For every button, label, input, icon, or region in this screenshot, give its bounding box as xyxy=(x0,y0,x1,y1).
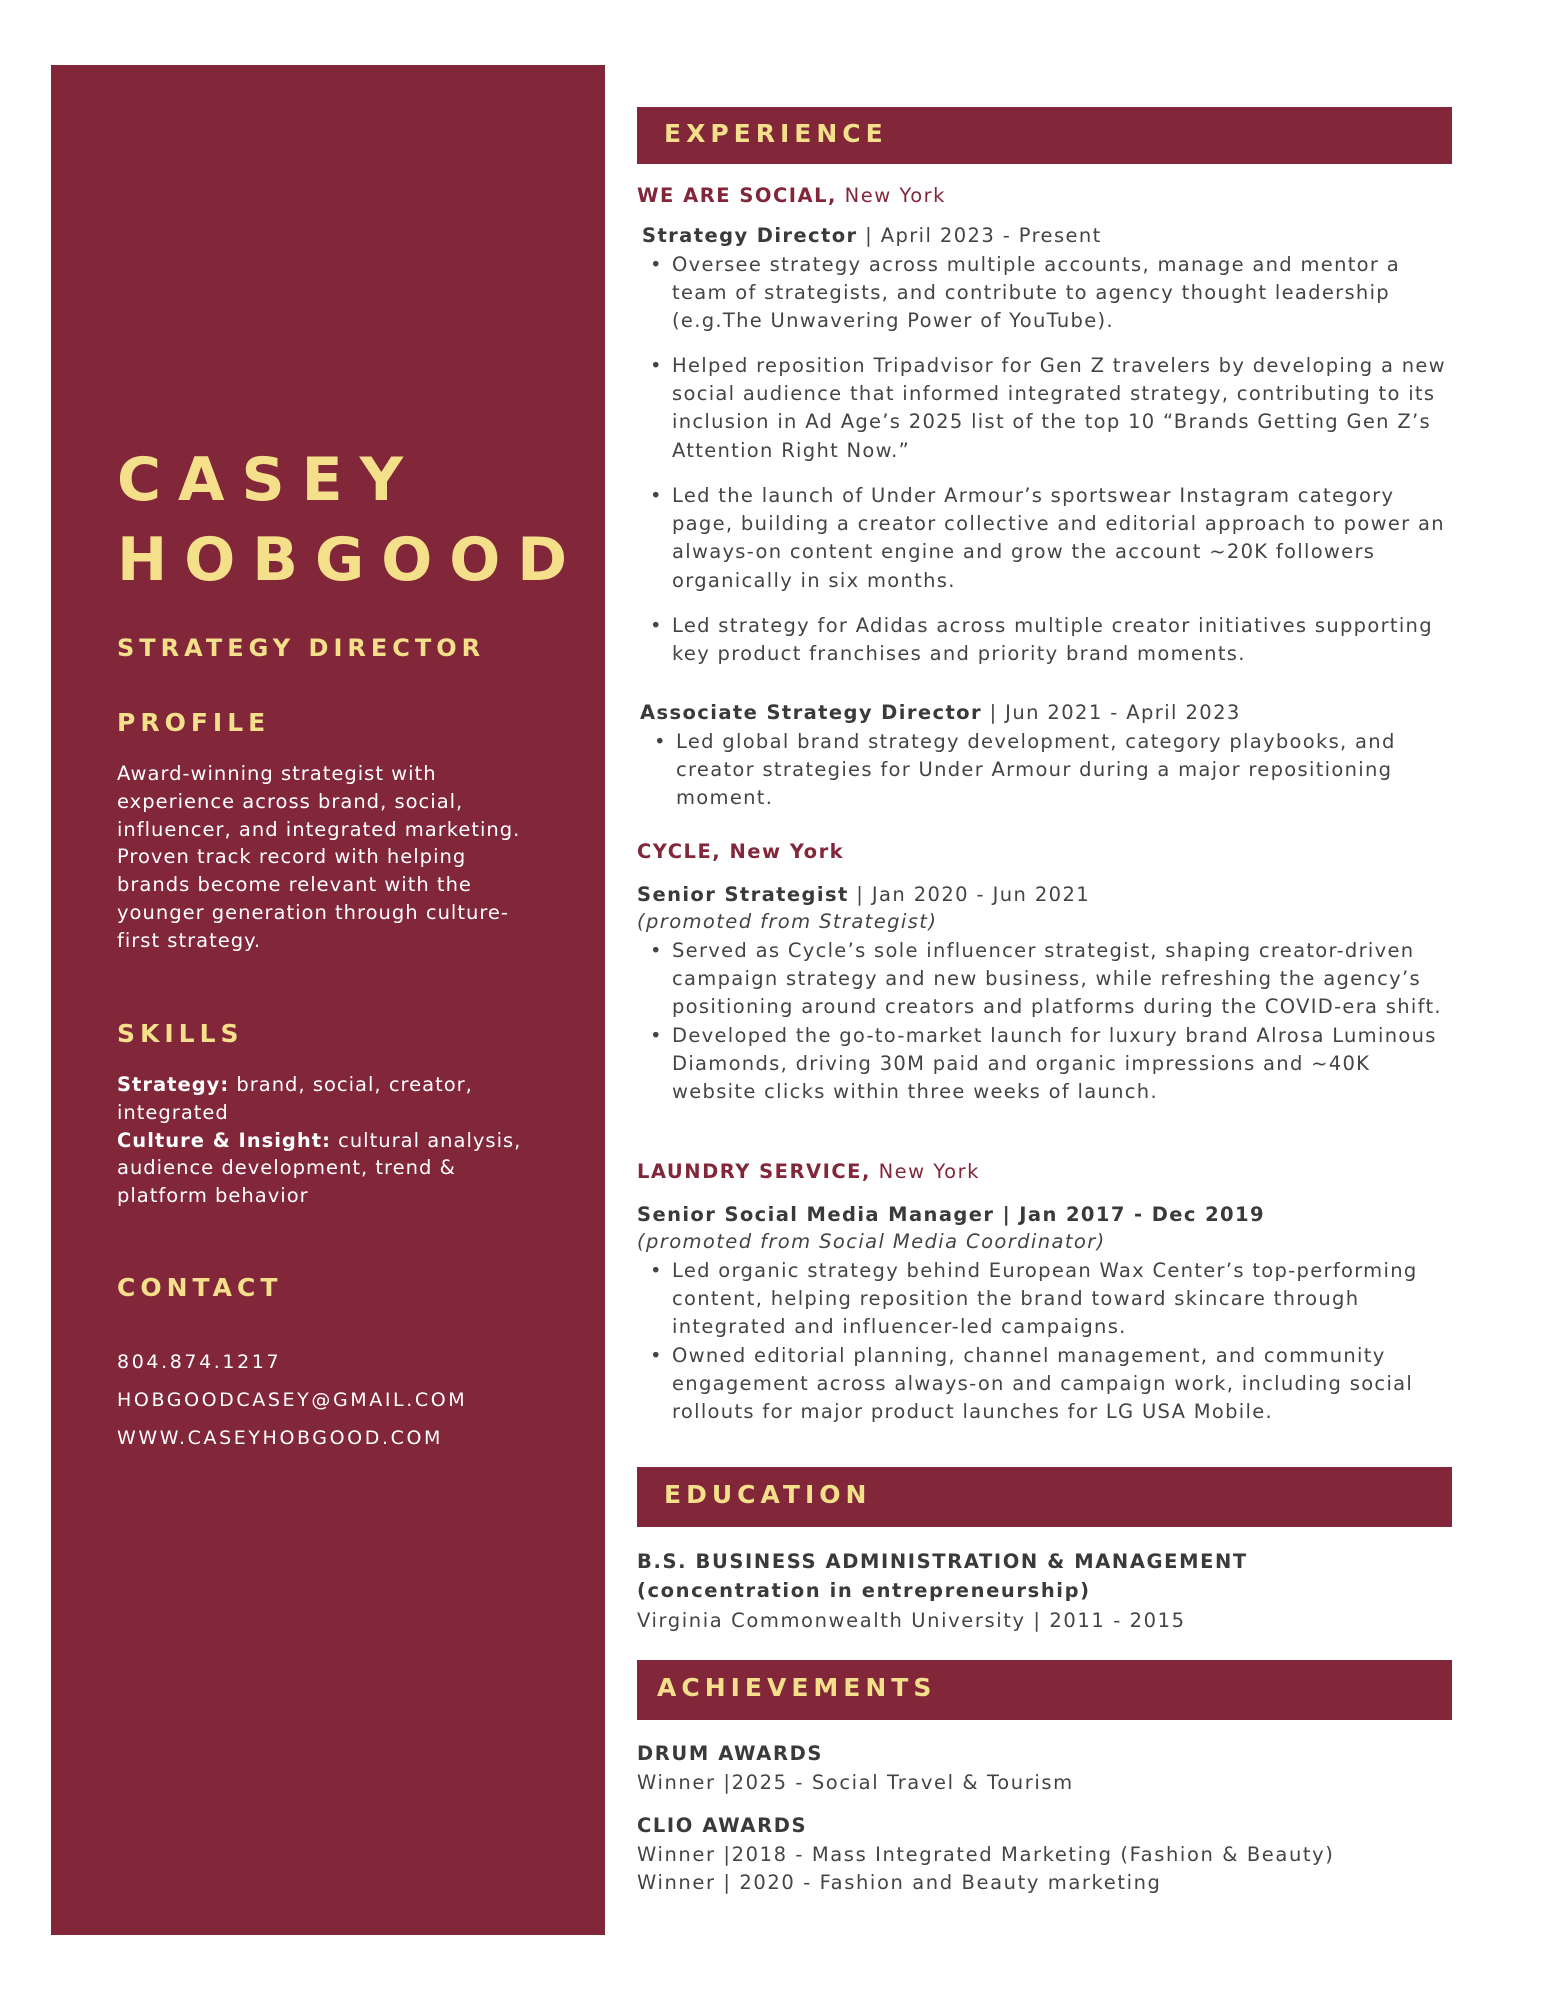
bullet-item: • Led organic strategy behind European Wax Center’s top-performing content, helping reposition the brand toward skincare through integrated and influencer-led campaigns. xyxy=(638,1257,1458,1342)
profile-text: Award-winning strategist with experience across brand, social, influencer, and integrated marketing. Proven track record with helping brands become relevant with the younger generation through culture-first strategy. xyxy=(117,762,521,952)
concentration: (concentration in entrepreneurship) xyxy=(637,1579,1091,1602)
skills-list xyxy=(117,1071,537,1210)
role-title: Strategy Director xyxy=(642,224,858,247)
role-title: Senior Strategist xyxy=(637,883,849,906)
candidate-name xyxy=(117,440,584,600)
degree: B.S. BUSINESS ADMINISTRATION & MANAGEMENT xyxy=(637,1550,1248,1573)
role-dates: | Jun 2021 - April 2023 xyxy=(982,701,1241,724)
award-name: DRUM AWARDS xyxy=(637,1742,824,1765)
job-title: STRATEGY DIRECTOR xyxy=(117,634,486,662)
company-location: New York xyxy=(836,184,946,207)
bullet-item: • Owned editorial planning, channel management, and community engagement across always-on and campaign work, including social rollouts for major product launches for LG USA Mobile. xyxy=(638,1342,1458,1427)
bullet-list xyxy=(638,937,1458,1106)
company-title: CYCLE, New York xyxy=(637,840,845,863)
role-dates: | April 2023 - Present xyxy=(857,224,1102,247)
achievements-heading: ACHIEVEMENTS xyxy=(657,1673,937,1702)
bullet-item: • Developed the go-to-market launch for luxury brand Alrosa Luminous Diamonds, driving 30M paid and organic impressions and ~40K website clicks within three weeks of launch. xyxy=(638,1022,1458,1107)
last-name: HOBGOOD xyxy=(117,525,585,595)
promotion-note: (promoted from Strategist) xyxy=(637,910,938,933)
promotion-note: (promoted from Social Media Coordinator) xyxy=(637,1230,1106,1253)
role-title: Senior Social Media Manager | Jan 2017 - Dec 2019 xyxy=(637,1203,1265,1226)
role-dates: | Jan 2020 - Jun 2021 xyxy=(848,883,1091,906)
achievements-heading-bar xyxy=(637,1660,1452,1720)
bullet-list xyxy=(638,251,1458,336)
bullet-item: • Helped reposition Tripadvisor for Gen Z travelers by developing a new social audience that informed integrated strategy, contributing to its inclusion in Ad Age’s 2025 list of the top 10 “Brands Getting Gen Z’s Attention Right Now.” xyxy=(638,352,1458,465)
contact-heading: CONTACT xyxy=(117,1273,283,1302)
bullet-item: • Led strategy for Adidas across multiple creator initiatives supporting key product franchises and priority brand moments. xyxy=(638,612,1458,668)
role-line xyxy=(637,1203,1265,1226)
experience-heading: EXPERIENCE xyxy=(664,119,888,148)
bullet-list xyxy=(638,1257,1458,1426)
skill-label: Strategy: xyxy=(117,1073,230,1096)
bullet-item: • Led global brand strategy development, category playbooks, and creator strategies for Under Armour during a major repositioning moment. xyxy=(642,728,1458,813)
role-line xyxy=(640,701,1241,724)
company-name xyxy=(637,184,946,207)
bullet-list xyxy=(638,482,1458,595)
role-note xyxy=(637,1230,1106,1253)
bullet-list xyxy=(638,352,1458,465)
bullet-list xyxy=(638,612,1458,668)
education-heading: EDUCATION xyxy=(664,1480,872,1509)
award-line: Winner |2018 - Mass Integrated Marketing (Fashion & Beauty) xyxy=(637,1843,1335,1866)
award-line: Winner |2025 - Social Travel & Tourism xyxy=(637,1771,1074,1794)
education-heading-bar xyxy=(637,1467,1452,1527)
first-name: CASEY xyxy=(117,445,421,515)
award-line: Winner | 2020 - Fashion and Beauty marketing xyxy=(637,1871,1162,1894)
skill-item xyxy=(117,1071,537,1127)
company-title: WE ARE SOCIAL, xyxy=(637,184,837,207)
company-title: LAUNDRY SERVICE, xyxy=(637,1160,871,1183)
profile-heading: PROFILE xyxy=(117,708,271,737)
skill-text: brand, social, creator, integrated xyxy=(117,1073,473,1124)
role-note xyxy=(637,910,937,933)
email-link[interactable]: HOBGOODCASEY@GMAIL.COM xyxy=(117,1389,468,1411)
bullet-item: • Served as Cycle’s sole influencer strategist, shaping creator-driven campaign strategy and new business, while refreshing the agency’s positioning around creators and platforms during the COVID-era shift. xyxy=(638,937,1458,1022)
skill-item xyxy=(117,1127,537,1210)
role-line xyxy=(637,883,1090,906)
company-location: New York xyxy=(870,1160,980,1183)
bullet-item: • Oversee strategy across multiple accounts, manage and mentor a team of strategists, and contribute to agency thought leadership (e.g.The Unwavering Power of YouTube). xyxy=(638,251,1458,336)
role-line xyxy=(642,224,1102,247)
bullet-list xyxy=(642,728,1458,813)
sidebar xyxy=(51,65,605,1935)
role-title: Associate Strategy Director xyxy=(640,701,982,724)
company-name xyxy=(637,840,844,863)
experience-heading-bar xyxy=(637,107,1452,164)
website-link[interactable]: WWW.CASEYHOBGOOD.COM xyxy=(117,1427,444,1449)
bullet-item: • Led the launch of Under Armour’s sportswear Instagram category page, building a creator collective and editorial approach to power an always-on content engine and grow the account ~20K followers organically in six months. xyxy=(638,482,1458,595)
company-name xyxy=(637,1160,980,1183)
award-name: CLIO AWARDS xyxy=(637,1814,808,1837)
skill-text: cultural analysis, audience development, trend & platform behavior xyxy=(117,1128,522,1208)
phone: 804.874.1217 xyxy=(117,1351,282,1373)
school: Virginia Commonwealth University | 2011 - 2015 xyxy=(637,1609,1186,1632)
skill-label: Culture & Insight: xyxy=(117,1128,331,1152)
skills-heading: SKILLS xyxy=(117,1019,244,1048)
